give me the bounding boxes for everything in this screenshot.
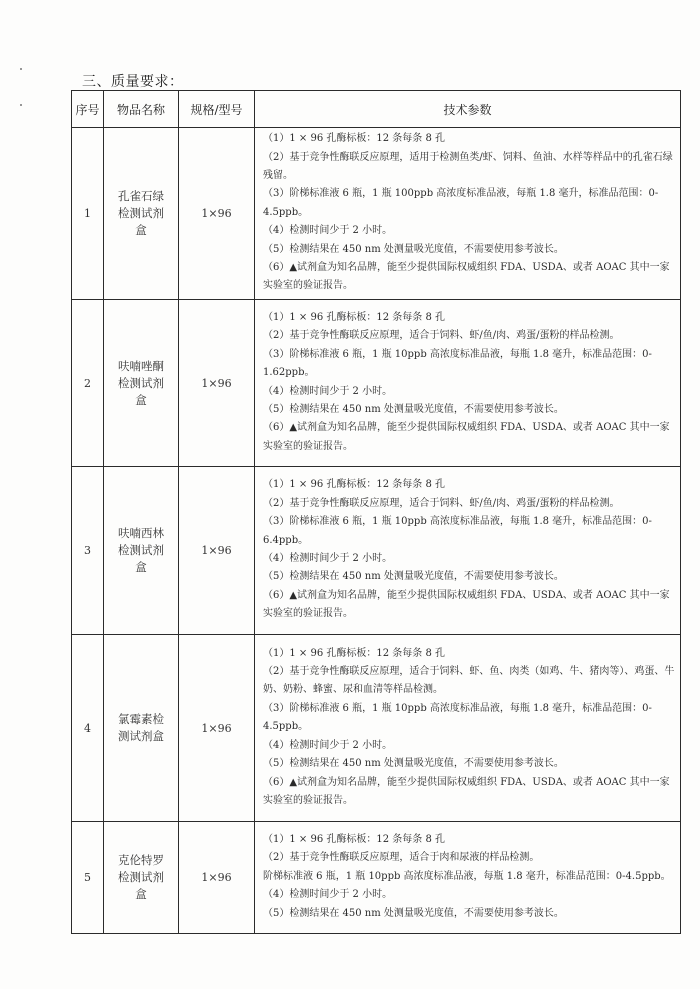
param-line: （2）基于竞争性酶联反应原理，适合于饲料、虾、鱼、肉类（如鸡、牛、猪肉等）、鸡蛋、牛奶、奶粉、蜂蜜、尿和血清等样品检测。 bbox=[263, 666, 675, 696]
item-spec: 1×96 bbox=[179, 128, 255, 300]
technical-params bbox=[255, 822, 681, 934]
technical-params bbox=[255, 128, 681, 300]
table-row bbox=[72, 467, 681, 635]
item-spec: 1×96 bbox=[179, 635, 255, 822]
technical-params bbox=[255, 467, 681, 635]
param-line: （1）1 × 96 孔酶标板：12 条每条 8 孔 bbox=[263, 833, 445, 845]
header-spec: 规格/型号 bbox=[179, 91, 255, 128]
param-line: （3）阶梯标准液 6 瓶，1 瓶 100ppb 高浓度标准品液，每瓶 1.8 毫升，标准品范围：0-4.5ppb。 bbox=[263, 188, 659, 218]
param-line: （5）检测结果在 450 nm 处测量吸光度值，不需要使用参考波长。 bbox=[263, 907, 564, 919]
scan-speck bbox=[20, 104, 22, 106]
param-line: （3）阶梯标准液 6 瓶，1 瓶 10ppb 高浓度标准品液，每瓶 1.8 毫升，标准品范围：0-4.5ppb。 bbox=[263, 702, 652, 733]
item-spec: 1×96 bbox=[179, 467, 255, 635]
param-line: （1）1 × 96 孔酶标板：12 条每条 8 孔 bbox=[263, 647, 445, 659]
param-line: （6）▲试剂盒为知名品牌，能至少提供国际权威组织 FDA、USDA、或者 AOAC 其中一家实验室的验证报告。 bbox=[263, 776, 670, 806]
param-line: （1）1 × 96 孔酶标板：12 条每条 8 孔 bbox=[263, 311, 445, 323]
item-spec: 1×96 bbox=[179, 300, 255, 467]
item-name: 孔雀石绿检测试剂盒 bbox=[104, 128, 179, 300]
param-line: 阶梯标准液 6 瓶，1 瓶 10ppb 高浓度标准品液，每瓶 1.8 毫升，标准品范围：0-4.5ppb。 bbox=[263, 870, 671, 882]
param-line: （6）▲试剂盒为知名品牌，能至少提供国际权威组织 FDA、USDA、或者 AOAC 其中一家实验室的验证报告。 bbox=[263, 589, 670, 620]
param-line: （4）检测时间少于 2 小时。 bbox=[263, 739, 393, 751]
param-line: （5）检测结果在 450 nm 处测量吸光度值，不需要使用参考波长。 bbox=[263, 571, 564, 583]
technical-params bbox=[255, 635, 681, 822]
row-number: 1 bbox=[72, 128, 104, 300]
param-line: （5）检测结果在 450 nm 处测量吸光度值，不需要使用参考波长。 bbox=[263, 243, 564, 255]
scan-speck bbox=[20, 68, 22, 70]
table-row bbox=[72, 128, 681, 300]
row-number: 3 bbox=[72, 467, 104, 635]
param-line: （3）阶梯标准液 6 瓶，1 瓶 10ppb 高浓度标准品液，每瓶 1.8 毫升，标准品范围：0-6.4ppb。 bbox=[263, 516, 652, 546]
param-line: （1）1 × 96 孔酶标板：12 条每条 8 孔 bbox=[263, 133, 445, 145]
param-line: （1）1 × 96 孔酶标板：12 条每条 8 孔 bbox=[263, 479, 445, 491]
table-row bbox=[72, 635, 681, 822]
table-row bbox=[72, 300, 681, 467]
item-spec: 1×96 bbox=[179, 822, 255, 934]
header-params: 技术参数 bbox=[255, 91, 681, 128]
item-name: 克伦特罗检测试剂盒 bbox=[104, 822, 179, 934]
param-line: （2）基于竞争性酶联反应原理，适合于饲料、虾/鱼/肉、鸡蛋/蛋粉的样品检测。 bbox=[263, 330, 620, 342]
param-line: （2）基于竞争性酶联反应原理，适合于肉和尿液的样品检测。 bbox=[263, 852, 540, 864]
param-line: （4）检测时间少于 2 小时。 bbox=[263, 385, 393, 397]
item-name: 氯霉素检测试剂盒 bbox=[104, 635, 179, 822]
item-name: 呋喃唑酮检测试剂盒 bbox=[104, 300, 179, 467]
param-line: （6）▲试剂盒为知名品牌，能至少提供国际权威组织 FDA、USDA、或者 AOAC 其中一家实验室的验证报告。 bbox=[263, 262, 670, 292]
header-name: 物品名称 bbox=[104, 91, 179, 128]
param-line: （4）检测时间少于 2 小时。 bbox=[263, 225, 393, 237]
param-line: （6）▲试剂盒为知名品牌，能至少提供国际权威组织 FDA、USDA、或者 AOAC 其中一家实验室的验证报告。 bbox=[263, 422, 670, 452]
table-header-row bbox=[72, 91, 681, 128]
param-line: （3）阶梯标准液 6 瓶，1 瓶 10ppb 高浓度标准品液，每瓶 1.8 毫升，标准品范围：0-1.62ppb。 bbox=[263, 348, 652, 379]
param-line: （4）检测时间少于 2 小时。 bbox=[263, 889, 393, 901]
technical-params bbox=[255, 300, 681, 467]
row-number: 4 bbox=[72, 635, 104, 822]
quality-requirements-table bbox=[71, 90, 681, 934]
row-number: 2 bbox=[72, 300, 104, 467]
param-line: （2）基于竞争性酶联反应原理，适合于饲料、虾/鱼/肉、鸡蛋/蛋粉的样品检测。 bbox=[263, 497, 620, 509]
param-line: （2）基于竞争性酶联反应原理，适用于检测鱼类/虾、饲料、鱼油、水样等样品中的孔雀石绿残留。 bbox=[263, 151, 673, 181]
param-line: （4）检测时间少于 2 小时。 bbox=[263, 553, 393, 564]
header-no: 序号 bbox=[72, 91, 104, 128]
section-title: 三、质量要求： bbox=[82, 74, 184, 90]
param-line: （5）检测结果在 450 nm 处测量吸光度值，不需要使用参考波长。 bbox=[263, 758, 564, 770]
item-name: 呋喃西林检测试剂盒 bbox=[104, 467, 179, 635]
row-number: 5 bbox=[72, 822, 104, 934]
param-line: （5）检测结果在 450 nm 处测量吸光度值，不需要使用参考波长。 bbox=[263, 403, 564, 415]
table-row bbox=[72, 822, 681, 934]
